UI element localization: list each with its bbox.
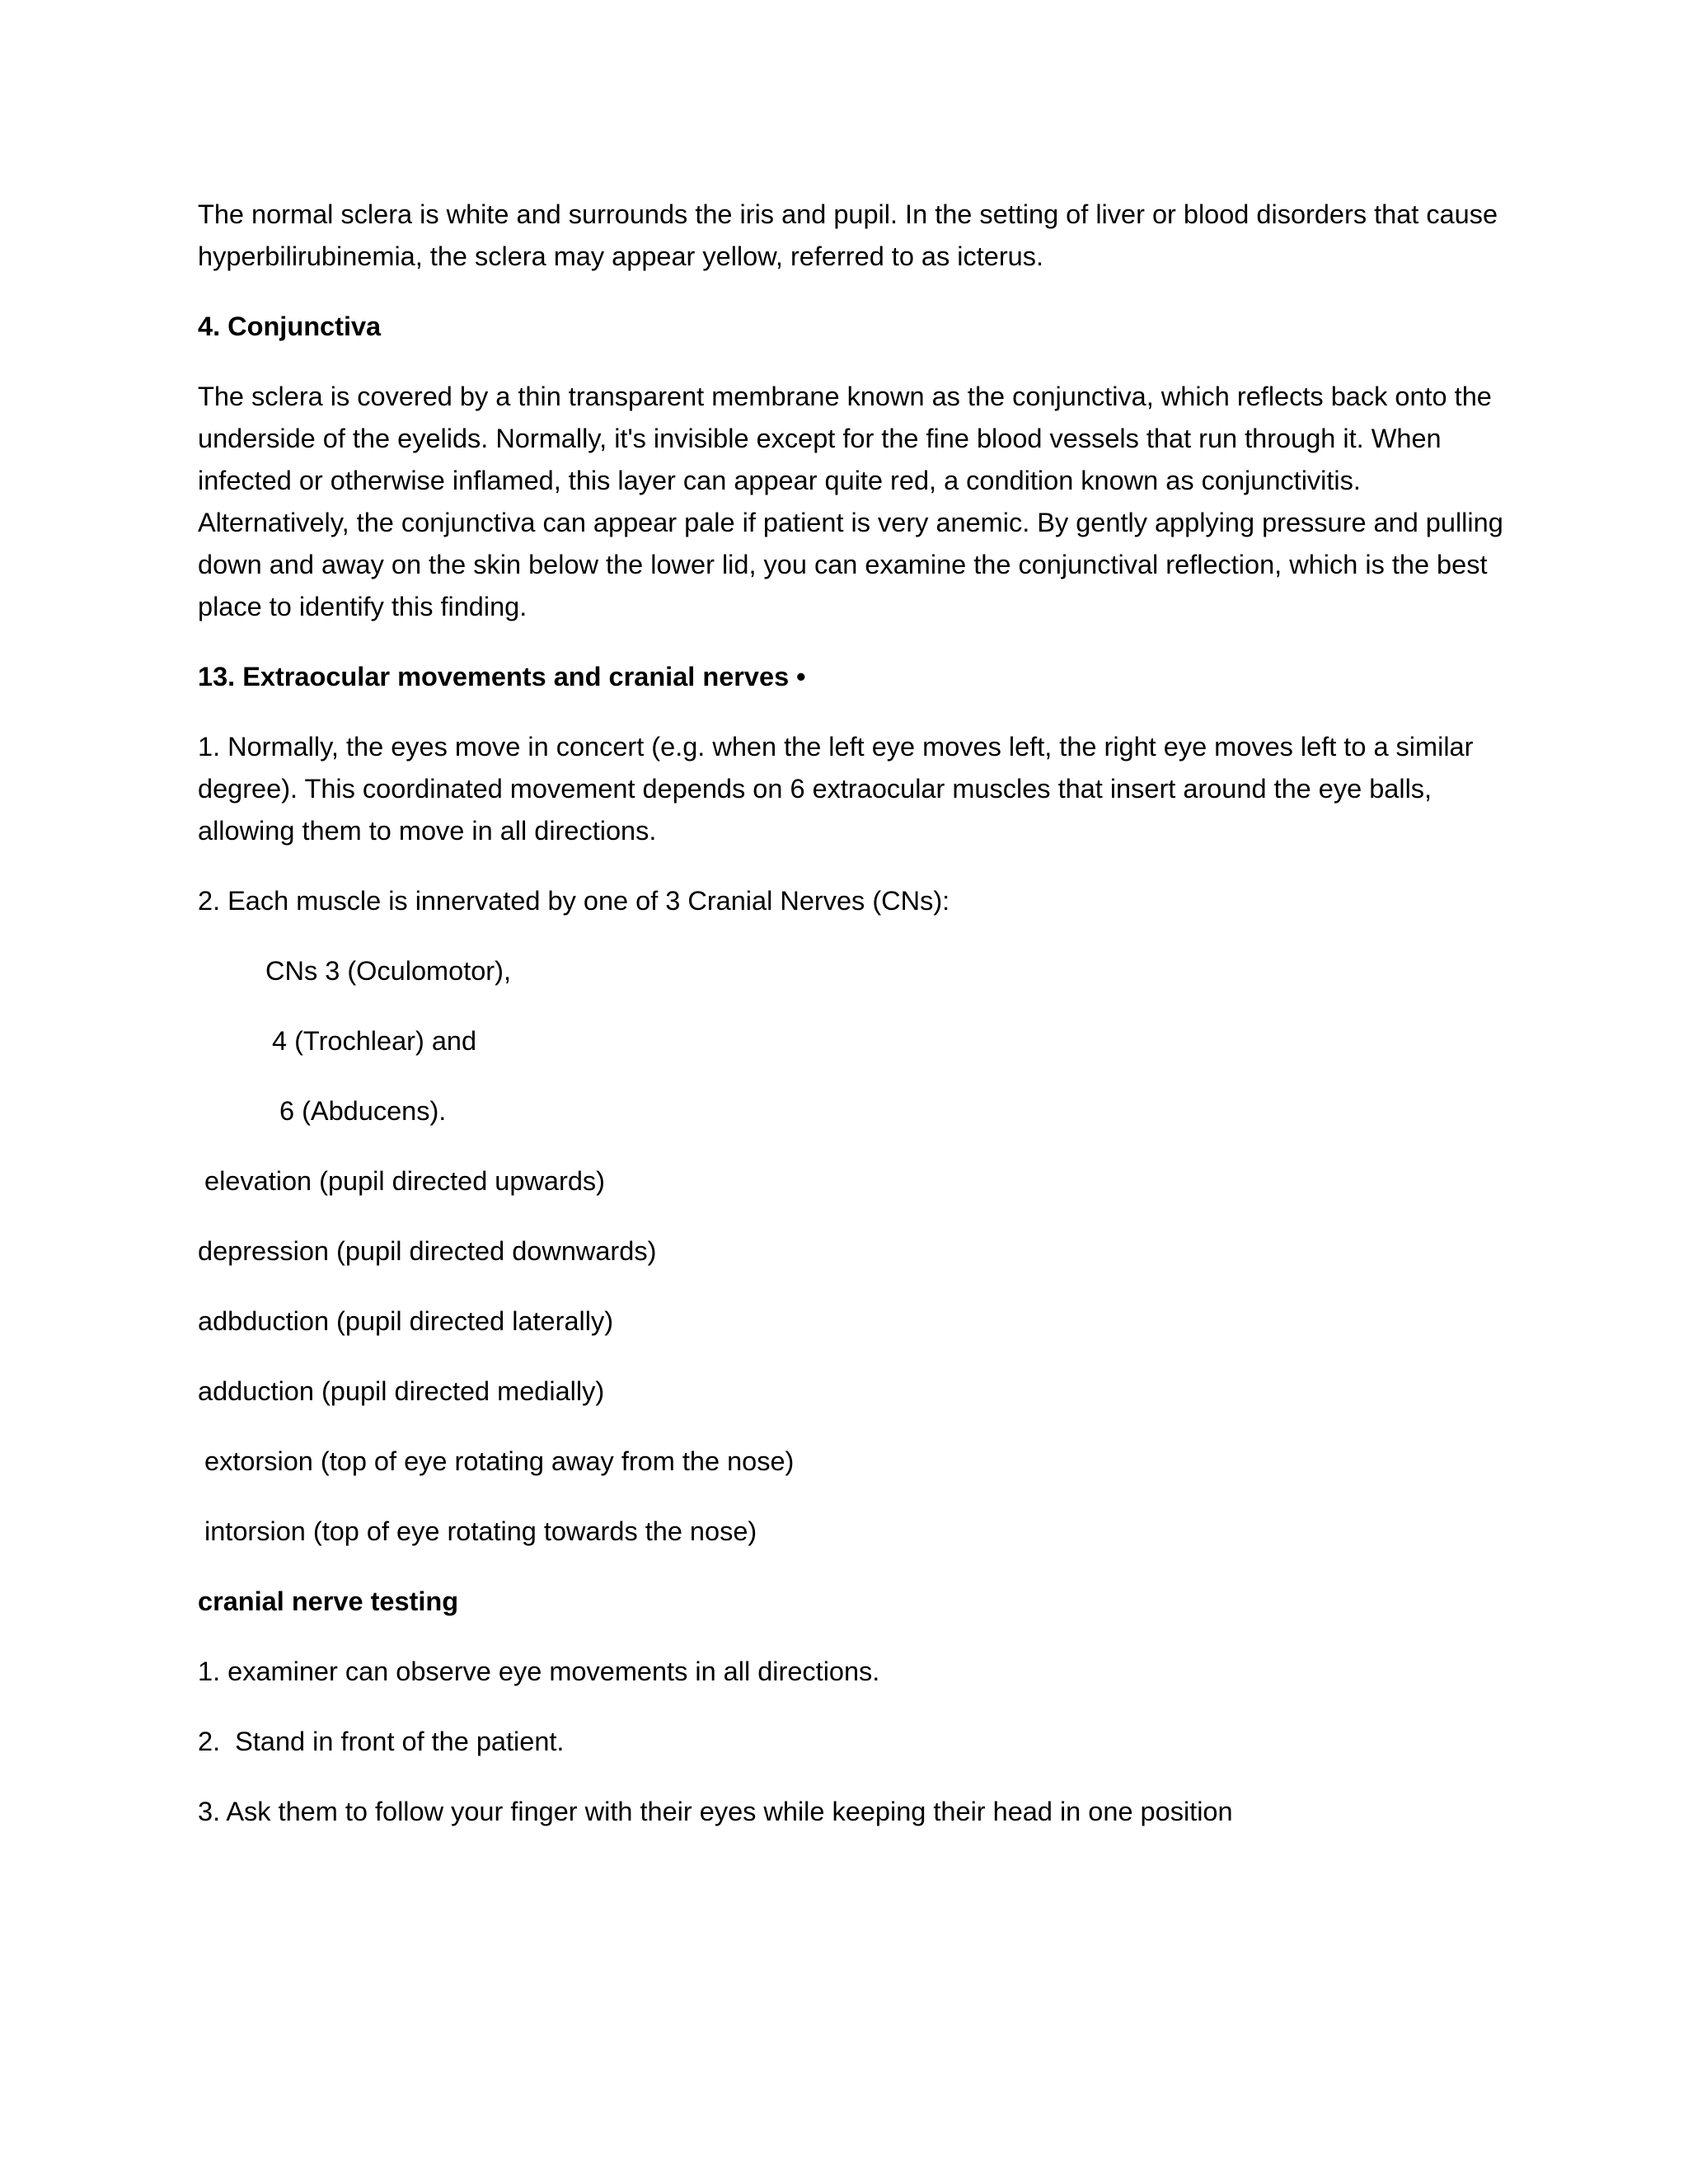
conjunctiva-heading: 4. Conjunctiva [198, 312, 382, 341]
nerve-item-abducens: 6 (Abducens). [279, 1096, 447, 1126]
testing-step-2: 2. Stand in front of the patient. [198, 1727, 565, 1756]
testing-step-3: 3. Ask them to follow your finger with their eyes while keeping their head in one position [198, 1797, 1233, 1826]
nerve-item-trochlear: 4 (Trochlear) and [272, 1026, 477, 1056]
movement-item-extorsion: extorsion (top of eye rotating away from the nose) [204, 1446, 795, 1476]
movement-paragraph-2: 2. Each muscle is innervated by one of 3 Cranial Nerves (CNs): [198, 886, 950, 916]
conjunctiva-paragraph: The sclera is covered by a thin transparent membrane known as the conjunctiva, which reflects back onto the underside of the eyelids. Normally, it's invisible except for the fine blood vessels that run through it. When infected or otherwise inflamed, this layer can appear quite red, a condition known as conjunctivitis. Alternatively, the conjunctiva can appear pale if patient is very anemic. By gently applying pressure and pulling down and away on the skin below the lower lid, you can examine the conjunctival reflection, which is the best place to identify this finding. [198, 382, 1503, 621]
movement-item-intorsion: intorsion (top of eye rotating towards the nose) [204, 1516, 757, 1546]
movement-item-elevation: elevation (pupil directed upwards) [204, 1166, 605, 1196]
movement-item-adduction: adduction (pupil directed medially) [198, 1376, 605, 1406]
testing-step-1: 1. examiner can observe eye movements in all directions. [198, 1657, 880, 1686]
movement-item-abduction: adbduction (pupil directed laterally) [198, 1306, 614, 1336]
sclera-paragraph: The normal sclera is white and surrounds the iris and pupil. In the setting of liver or blood disorders that cause hyperbilirubinemia, the sclera may appear yellow, referred to as icterus. [198, 199, 1498, 271]
extraocular-heading: 13. Extraocular movements and cranial nerves • [198, 662, 806, 691]
movement-paragraph-1: 1. Normally, the eyes move in concert (e.g. when the left eye moves left, the right eye moves left to a similar degree). This coordinated movement depends on 6 extraocular muscles that insert around the eye balls, allowing them to move in all directions. [198, 732, 1474, 846]
document-body [198, 194, 1504, 1861]
testing-heading: cranial nerve testing [198, 1586, 459, 1616]
nerve-item-oculomotor: CNs 3 (Oculomotor), [265, 956, 511, 986]
movement-item-depression: depression (pupil directed downwards) [198, 1236, 657, 1266]
